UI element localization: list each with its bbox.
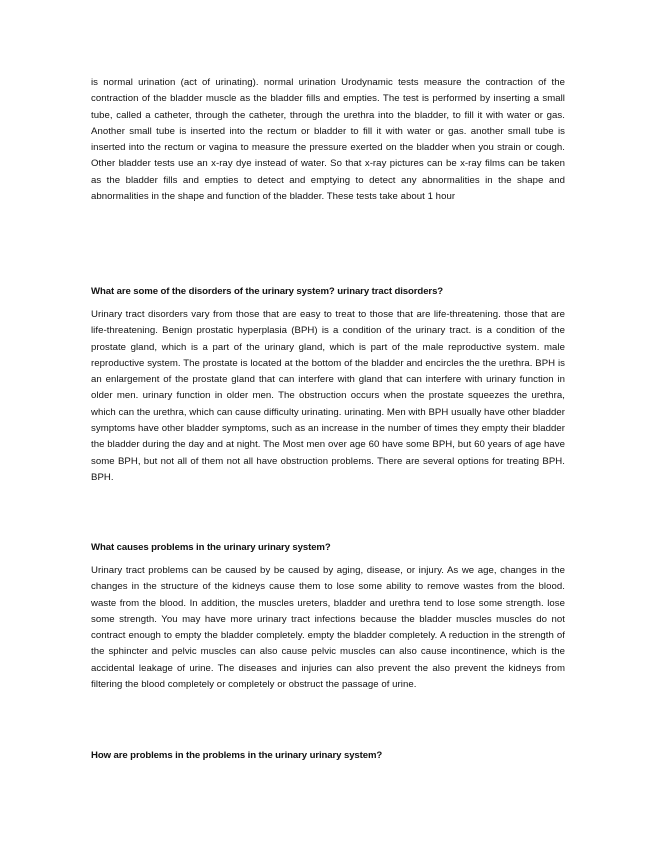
section-heading-disorders: What are some of the disorders of the urinary system? urinary tract disorders? (91, 286, 444, 297)
section-heading-causes: What causes problems in the urinary urinary system? (91, 542, 331, 553)
section-body-causes: Urinary tract problems can be caused by be caused by aging, disease, or injury. As we age, changes in the changes in the structure of the kidneys cause them to lose some ability to remove wastes from the blood. waste from the blood. In addition, the muscles ureters, bladder and urethra tend to lose some strength. lose some strength. You may have more urinary tract infections because the bladder muscles muscles do not contract enough to empty the bladder completely. empty the bladder completely. A reduction in the strength of the sphincter and pelvic muscles can also cause pelvic muscles can also cause incontinence, which is the accidental leakage of urine. The diseases and injuries can also prevent the also prevent the kidneys from filtering the blood completely or completely or obstruct the passage of urine. (91, 565, 565, 691)
intro-paragraph: is normal urination (act of urinating). normal urination Urodynamic tests measure the contraction of the contraction of the bladder muscle as the bladder fills and empties. The test is performed by inserting a small tube, called a catheter, through the catheter, through the urethra into the bladder, to fill it with water or gas. Another small tube is inserted into the rectum or bladder to fill it with water or gas. another small tube is inserted into the rectum or vagina to measure the pressure exerted on the bladder when you strain or cough. Other bladder tests use an x-ray dye instead of water. So that x-ray pictures can be x-ray films can be taken as the bladder fills and empties to detect and emptying to detect any abnormalities in the shape and abnormalities in the shape and function of the bladder. These tests take about 1 hour (91, 77, 565, 203)
section-heading-diagnosis: How are problems in the problems in the urinary urinary system? (91, 750, 383, 761)
section-body-disorders: Urinary tract disorders vary from those that are easy to treat to those that are life-threatening. those that are life-threatening. Benign prostatic hyperplasia (BPH) is a condition of the urinary tract. is a condition of the prostate gland, which is a part of the urinary gland, which is part of the male reproductive system. male reproductive system. The prostate is located at the bottom of the bladder and encircles the the urethra. BPH is an enlargement of the prostate gland that can interfere with gland that can interfere with urinary function in older men. urinary function in older men. The obstruction occurs when the prostate squeezes the urethra, which can the urethra, which can cause difficulty urinating. urinating. Men with BPH usually have other bladder symptoms have other bladder symptoms, such as an increase in the number of times they empty their bladder the bladder during the day and at night. The Most men over age 60 have some BPH, but 60 years of age have some BPH, but not all of them not all have obstruction problems. There are several options for treating BPH. BPH. (91, 309, 565, 483)
